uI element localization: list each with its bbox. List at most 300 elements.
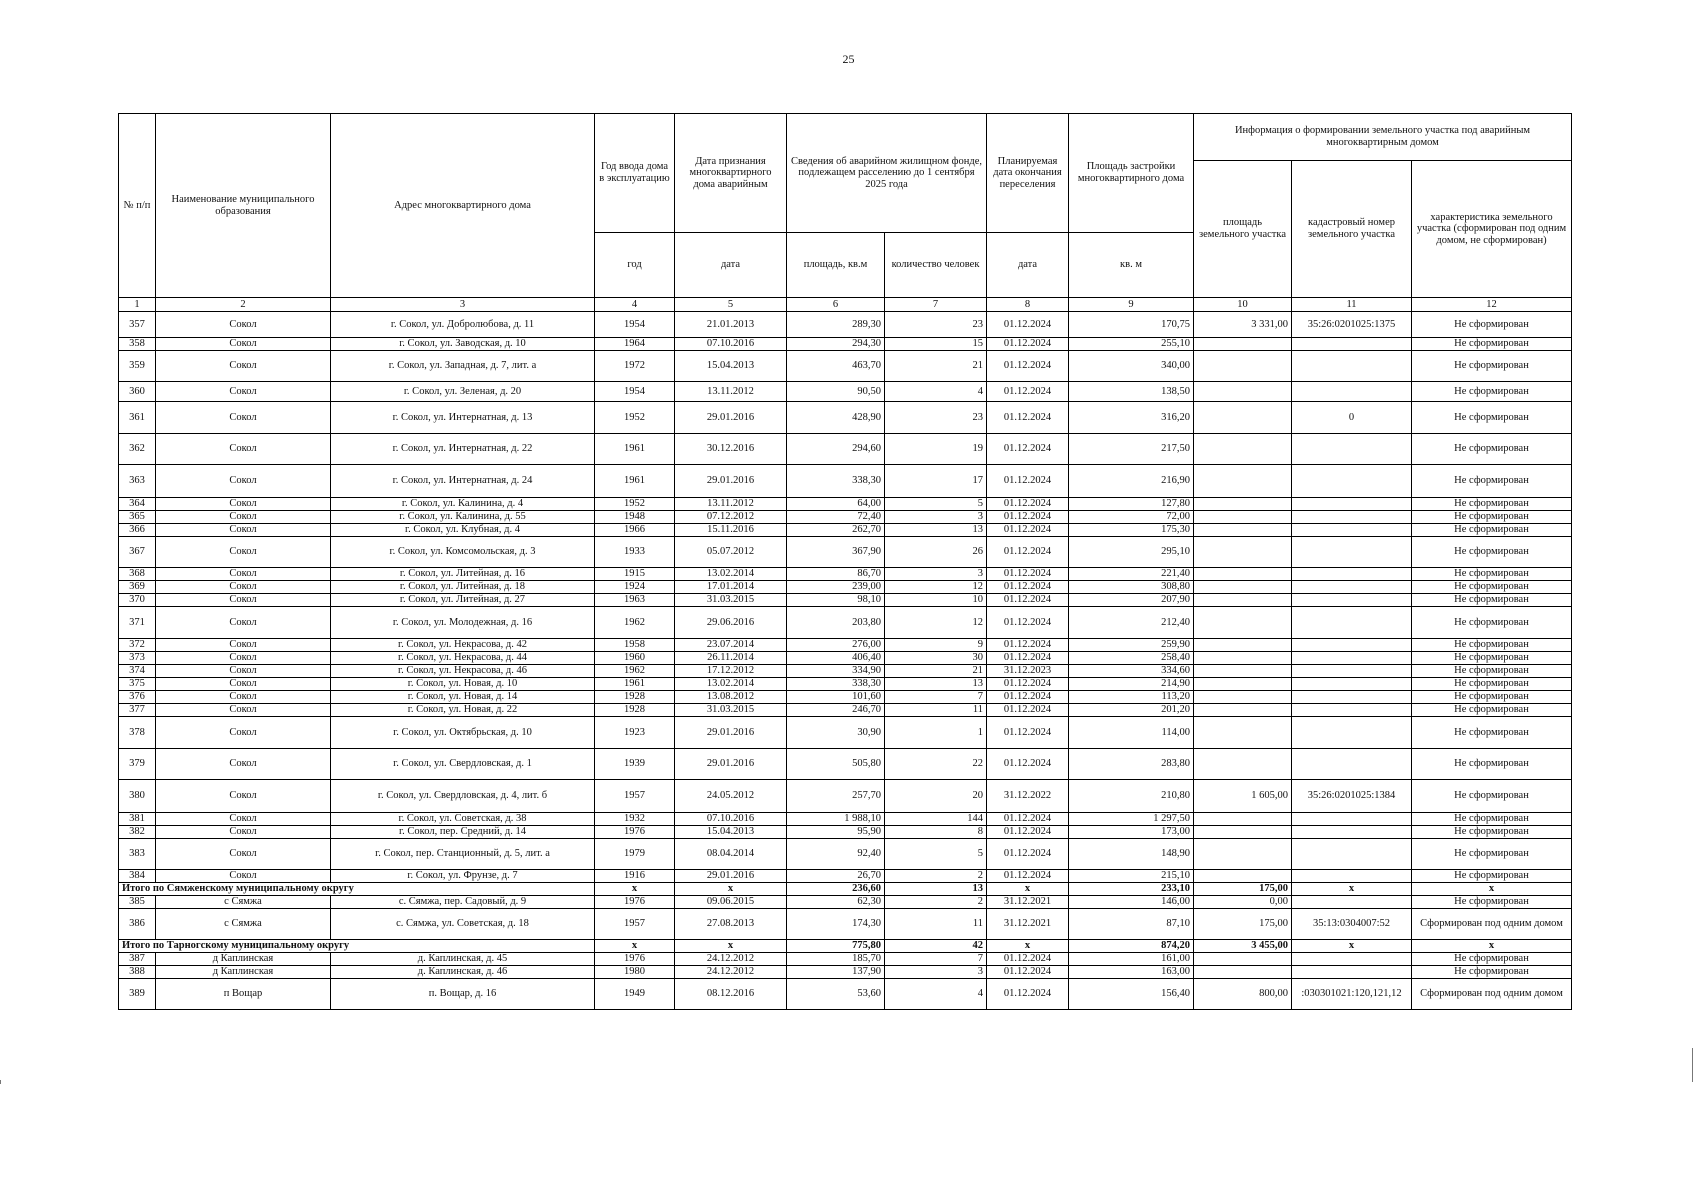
row-number: 373 [119, 652, 156, 665]
cadastral-number [1292, 524, 1412, 537]
emergency-area: 30,90 [787, 717, 885, 749]
commission-year: 1948 [595, 511, 675, 524]
land-area [1194, 665, 1292, 678]
table-row [119, 607, 1572, 639]
land-area [1194, 402, 1292, 434]
emergency-area: 92,40 [787, 839, 885, 870]
emergency-date: 26.11.2014 [675, 652, 787, 665]
emergency-date: 08.04.2014 [675, 839, 787, 870]
subtotal-cadastral-number: x [1292, 940, 1412, 953]
table-row [119, 465, 1572, 498]
commission-year: 1933 [595, 537, 675, 568]
commission-year: 1961 [595, 678, 675, 691]
table-row [119, 581, 1572, 594]
house-address: г. Сокол, ул. Советская, д. 38 [331, 813, 595, 826]
land-status: Не сформирован [1412, 813, 1572, 826]
planned-date: 01.12.2024 [987, 717, 1069, 749]
emergency-area: 294,30 [787, 338, 885, 351]
house-address: г. Сокол, ул. Литейная, д. 27 [331, 594, 595, 607]
emergency-area: 463,70 [787, 351, 885, 382]
municipality-name: Сокол [156, 581, 331, 594]
row-number: 385 [119, 896, 156, 909]
table-row [119, 524, 1572, 537]
land-status: Не сформирован [1412, 717, 1572, 749]
cadastral-number: 0 [1292, 402, 1412, 434]
commission-year: 1916 [595, 870, 675, 883]
table-row [119, 678, 1572, 691]
commission-year: 1954 [595, 382, 675, 402]
emergency-area: 64,00 [787, 498, 885, 511]
table-body [119, 312, 1572, 1010]
land-area [1194, 678, 1292, 691]
planned-date: 01.12.2024 [987, 652, 1069, 665]
table-row [119, 568, 1572, 581]
house-address: г. Сокол, ул. Западная, д. 7, лит. а [331, 351, 595, 382]
row-number: 388 [119, 966, 156, 979]
subheader-area: площадь, кв.м [787, 233, 885, 298]
commission-year: 1952 [595, 498, 675, 511]
table-row [119, 639, 1572, 652]
emergency-area: 505,80 [787, 749, 885, 780]
resident-count: 2 [885, 870, 987, 883]
emergency-date: 23.07.2014 [675, 639, 787, 652]
cadastral-number [1292, 704, 1412, 717]
emergency-area: 137,90 [787, 966, 885, 979]
house-address: г. Сокол, ул. Новая, д. 10 [331, 678, 595, 691]
cadastral-number [1292, 652, 1412, 665]
land-area [1194, 434, 1292, 465]
building-area: 114,00 [1069, 717, 1194, 749]
planned-date: 31.12.2023 [987, 665, 1069, 678]
municipality-name: Сокол [156, 607, 331, 639]
land-area [1194, 382, 1292, 402]
emergency-area: 203,80 [787, 607, 885, 639]
land-status: Не сформирован [1412, 511, 1572, 524]
cadastral-number [1292, 351, 1412, 382]
municipality-name: Сокол [156, 665, 331, 678]
commission-year: 1962 [595, 665, 675, 678]
house-address: г. Сокол, ул. Заводская, д. 10 [331, 338, 595, 351]
subtotal-emergency-date: x [675, 940, 787, 953]
table-row [119, 953, 1572, 966]
emergency-date: 21.01.2013 [675, 312, 787, 338]
emergency-date: 29.01.2016 [675, 717, 787, 749]
house-address: г. Сокол, ул. Добролюбова, д. 11 [331, 312, 595, 338]
subtotal-commission-year: x [595, 940, 675, 953]
emergency-area: 334,90 [787, 665, 885, 678]
cadastral-number [1292, 826, 1412, 839]
municipality-name: с Сямжа [156, 896, 331, 909]
land-area [1194, 465, 1292, 498]
resident-count: 13 [885, 678, 987, 691]
commission-year: 1952 [595, 402, 675, 434]
commission-year: 1961 [595, 465, 675, 498]
header-municipality: Наименование муниципального образования [156, 114, 331, 298]
land-status: Не сформирован [1412, 826, 1572, 839]
cadastral-number [1292, 607, 1412, 639]
subheader-date: дата [675, 233, 787, 298]
municipality-name: Сокол [156, 780, 331, 813]
row-number: 357 [119, 312, 156, 338]
table-row [119, 870, 1572, 883]
commission-year: 1961 [595, 434, 675, 465]
building-area: 163,00 [1069, 966, 1194, 979]
land-area: 3 331,00 [1194, 312, 1292, 338]
resident-count: 4 [885, 979, 987, 1010]
municipality-name: Сокол [156, 338, 331, 351]
land-status: Не сформирован [1412, 382, 1572, 402]
planned-date: 01.12.2024 [987, 749, 1069, 780]
municipality-name: Сокол [156, 594, 331, 607]
house-address: г. Сокол, ул. Новая, д. 22 [331, 704, 595, 717]
house-address: г. Сокол, ул. Свердловская, д. 4, лит. б [331, 780, 595, 813]
commission-year: 1976 [595, 953, 675, 966]
land-area [1194, 717, 1292, 749]
cadastral-number [1292, 338, 1412, 351]
row-number: 383 [119, 839, 156, 870]
row-number: 371 [119, 607, 156, 639]
resident-count: 5 [885, 498, 987, 511]
planned-date: 01.12.2024 [987, 382, 1069, 402]
column-number: 12 [1412, 298, 1572, 312]
emergency-date: 24.05.2012 [675, 780, 787, 813]
subtotal-cadastral-number: x [1292, 883, 1412, 896]
municipality-name: Сокол [156, 434, 331, 465]
emergency-date: 15.04.2013 [675, 826, 787, 839]
cadastral-number [1292, 382, 1412, 402]
land-status: Не сформирован [1412, 870, 1572, 883]
resident-count: 20 [885, 780, 987, 813]
house-address: г. Сокол, пер. Средний, д. 14 [331, 826, 595, 839]
land-status: Не сформирован [1412, 312, 1572, 338]
building-area: 201,20 [1069, 704, 1194, 717]
planned-date: 01.12.2024 [987, 312, 1069, 338]
building-area: 1 297,50 [1069, 813, 1194, 826]
emergency-date: 07.10.2016 [675, 813, 787, 826]
resident-count: 2 [885, 896, 987, 909]
emergency-date: 15.11.2016 [675, 524, 787, 537]
commission-year: 1972 [595, 351, 675, 382]
municipality-name: Сокол [156, 826, 331, 839]
subheader-year: год [595, 233, 675, 298]
cadastral-number [1292, 568, 1412, 581]
subheader-people: количество человек [885, 233, 987, 298]
municipality-name: Сокол [156, 511, 331, 524]
header-planned-date: Планируемая дата окончания переселения [987, 114, 1069, 233]
subtotal-planned-date: x [987, 883, 1069, 896]
table-row [119, 813, 1572, 826]
municipality-name: Сокол [156, 568, 331, 581]
land-status: Не сформирован [1412, 465, 1572, 498]
subtotal-label: Итого по Сямженскому муниципальному округу [119, 883, 595, 896]
row-number: 382 [119, 826, 156, 839]
cadastral-number [1292, 870, 1412, 883]
commission-year: 1976 [595, 826, 675, 839]
emergency-area: 338,30 [787, 465, 885, 498]
resident-count: 11 [885, 909, 987, 940]
scan-edge-mark-right [1692, 1048, 1693, 1082]
table-row [119, 594, 1572, 607]
emergency-date: 31.03.2015 [675, 594, 787, 607]
table-row [119, 434, 1572, 465]
resident-count: 19 [885, 434, 987, 465]
emergency-date: 31.03.2015 [675, 704, 787, 717]
row-number: 379 [119, 749, 156, 780]
subtotal-resident-count: 13 [885, 883, 987, 896]
row-number: 368 [119, 568, 156, 581]
building-area: 210,80 [1069, 780, 1194, 813]
cadastral-number [1292, 678, 1412, 691]
house-address: г. Сокол, ул. Некрасова, д. 44 [331, 652, 595, 665]
commission-year: 1979 [595, 839, 675, 870]
row-number: 389 [119, 979, 156, 1010]
emergency-date: 13.08.2012 [675, 691, 787, 704]
planned-date: 01.12.2024 [987, 434, 1069, 465]
land-area [1194, 813, 1292, 826]
planned-date: 01.12.2024 [987, 839, 1069, 870]
resident-count: 7 [885, 691, 987, 704]
subtotal-emergency-area: 236,60 [787, 883, 885, 896]
land-status: Не сформирован [1412, 594, 1572, 607]
building-area: 258,40 [1069, 652, 1194, 665]
emergency-area: 289,30 [787, 312, 885, 338]
planned-date: 31.12.2021 [987, 896, 1069, 909]
cadastral-number: :030301021:120,121,12 [1292, 979, 1412, 1010]
row-number: 366 [119, 524, 156, 537]
land-status: Сформирован под одним домом [1412, 909, 1572, 940]
row-number: 358 [119, 338, 156, 351]
row-number: 363 [119, 465, 156, 498]
header-num: № п/п [119, 114, 156, 298]
emergency-date: 08.12.2016 [675, 979, 787, 1010]
resident-count: 3 [885, 568, 987, 581]
municipality-name: Сокол [156, 524, 331, 537]
commission-year: 1915 [595, 568, 675, 581]
resident-count: 3 [885, 966, 987, 979]
building-area: 146,00 [1069, 896, 1194, 909]
municipality-name: Сокол [156, 402, 331, 434]
municipality-name: Сокол [156, 639, 331, 652]
table-row [119, 839, 1572, 870]
column-number: 4 [595, 298, 675, 312]
table-row [119, 652, 1572, 665]
municipality-name: Сокол [156, 652, 331, 665]
land-status: Не сформирован [1412, 581, 1572, 594]
emergency-housing-table [118, 113, 1572, 1010]
row-number: 359 [119, 351, 156, 382]
commission-year: 1932 [595, 813, 675, 826]
planned-date: 01.12.2024 [987, 537, 1069, 568]
emergency-date: 30.12.2016 [675, 434, 787, 465]
subtotal-land-area: 3 455,00 [1194, 940, 1292, 953]
municipality-name: д Каплинская [156, 953, 331, 966]
municipality-name: Сокол [156, 717, 331, 749]
table-row [119, 826, 1572, 839]
header-cadastral-number: кадастровый номер земельного участка [1292, 161, 1412, 298]
header-building-area: Площадь застройки многоквартирного дома [1069, 114, 1194, 233]
emergency-area: 101,60 [787, 691, 885, 704]
resident-count: 12 [885, 581, 987, 594]
commission-year: 1963 [595, 594, 675, 607]
house-address: с. Сямжа, пер. Садовый, д. 9 [331, 896, 595, 909]
emergency-area: 72,40 [787, 511, 885, 524]
row-number: 362 [119, 434, 156, 465]
municipality-name: Сокол [156, 498, 331, 511]
subtotal-label: Итого по Тарногскому муниципальному округу [119, 940, 595, 953]
land-status: Не сформирован [1412, 953, 1572, 966]
emergency-area: 53,60 [787, 979, 885, 1010]
land-status: Не сформирован [1412, 966, 1572, 979]
resident-count: 4 [885, 382, 987, 402]
house-address: г. Сокол, ул. Фрунзе, д. 7 [331, 870, 595, 883]
municipality-name: д Каплинская [156, 966, 331, 979]
building-area: 138,50 [1069, 382, 1194, 402]
building-area: 173,00 [1069, 826, 1194, 839]
subtotal-emergency-date: x [675, 883, 787, 896]
cadastral-number [1292, 498, 1412, 511]
row-number: 387 [119, 953, 156, 966]
commission-year: 1958 [595, 639, 675, 652]
land-area [1194, 870, 1292, 883]
house-address: д. Каплинская, д. 46 [331, 966, 595, 979]
subtotal-land-area: 175,00 [1194, 883, 1292, 896]
resident-count: 10 [885, 594, 987, 607]
emergency-area: 26,70 [787, 870, 885, 883]
municipality-name: с Сямжа [156, 909, 331, 940]
building-area: 215,10 [1069, 870, 1194, 883]
commission-year: 1976 [595, 896, 675, 909]
planned-date: 01.12.2024 [987, 826, 1069, 839]
commission-year: 1939 [595, 749, 675, 780]
table-row [119, 511, 1572, 524]
row-number: 370 [119, 594, 156, 607]
table-row [119, 749, 1572, 780]
land-area: 0,00 [1194, 896, 1292, 909]
table-row [119, 704, 1572, 717]
emergency-area: 185,70 [787, 953, 885, 966]
row-number: 381 [119, 813, 156, 826]
planned-date: 01.12.2024 [987, 568, 1069, 581]
planned-date: 01.12.2024 [987, 594, 1069, 607]
row-number: 376 [119, 691, 156, 704]
land-status: Не сформирован [1412, 568, 1572, 581]
municipality-name: Сокол [156, 537, 331, 568]
header-year: Год ввода дома в эксплуатацию [595, 114, 675, 233]
column-number: 8 [987, 298, 1069, 312]
planned-date: 31.12.2022 [987, 780, 1069, 813]
building-area: 175,30 [1069, 524, 1194, 537]
header-address: Адрес многоквартирного дома [331, 114, 595, 298]
building-area: 216,90 [1069, 465, 1194, 498]
land-area [1194, 839, 1292, 870]
land-status: Не сформирован [1412, 678, 1572, 691]
land-status: Не сформирован [1412, 351, 1572, 382]
building-area: 259,90 [1069, 639, 1194, 652]
emergency-date: 17.12.2012 [675, 665, 787, 678]
building-area: 212,40 [1069, 607, 1194, 639]
row-number: 384 [119, 870, 156, 883]
building-area: 283,80 [1069, 749, 1194, 780]
land-area: 175,00 [1194, 909, 1292, 940]
land-area [1194, 537, 1292, 568]
table-row [119, 338, 1572, 351]
planned-date: 01.12.2024 [987, 979, 1069, 1010]
resident-count: 26 [885, 537, 987, 568]
row-number: 367 [119, 537, 156, 568]
emergency-date: 15.04.2013 [675, 351, 787, 382]
table-row [119, 665, 1572, 678]
row-number: 361 [119, 402, 156, 434]
emergency-area: 406,40 [787, 652, 885, 665]
column-number: 5 [675, 298, 787, 312]
resident-count: 12 [885, 607, 987, 639]
commission-year: 1923 [595, 717, 675, 749]
column-number: 2 [156, 298, 331, 312]
resident-count: 15 [885, 338, 987, 351]
planned-date: 01.12.2024 [987, 953, 1069, 966]
building-area: 72,00 [1069, 511, 1194, 524]
row-number: 380 [119, 780, 156, 813]
planned-date: 01.12.2024 [987, 581, 1069, 594]
row-number: 377 [119, 704, 156, 717]
building-area: 161,00 [1069, 953, 1194, 966]
planned-date: 01.12.2024 [987, 498, 1069, 511]
land-status: Не сформирован [1412, 434, 1572, 465]
commission-year: 1980 [595, 966, 675, 979]
emergency-date: 29.01.2016 [675, 749, 787, 780]
land-area [1194, 749, 1292, 780]
house-address: г. Сокол, ул. Новая, д. 14 [331, 691, 595, 704]
house-address: г. Сокол, ул. Молодежная, д. 16 [331, 607, 595, 639]
cadastral-number [1292, 813, 1412, 826]
table-row [119, 780, 1572, 813]
resident-count: 23 [885, 402, 987, 434]
subtotal-land-status: x [1412, 883, 1572, 896]
emergency-area: 276,00 [787, 639, 885, 652]
house-address: г. Сокол, ул. Некрасова, д. 46 [331, 665, 595, 678]
land-status: Не сформирован [1412, 652, 1572, 665]
planned-date: 01.12.2024 [987, 704, 1069, 717]
emergency-area: 239,00 [787, 581, 885, 594]
land-area [1194, 826, 1292, 839]
emergency-date: 07.12.2012 [675, 511, 787, 524]
emergency-date: 13.11.2012 [675, 498, 787, 511]
cadastral-number [1292, 839, 1412, 870]
land-area [1194, 607, 1292, 639]
planned-date: 01.12.2024 [987, 639, 1069, 652]
land-status: Не сформирован [1412, 639, 1572, 652]
land-area [1194, 351, 1292, 382]
cadastral-number [1292, 966, 1412, 979]
resident-count: 30 [885, 652, 987, 665]
municipality-name: Сокол [156, 749, 331, 780]
subheader-building-sqm: кв. м [1069, 233, 1194, 298]
column-number: 7 [885, 298, 987, 312]
emergency-area: 367,90 [787, 537, 885, 568]
planned-date: 01.12.2024 [987, 338, 1069, 351]
building-area: 334,60 [1069, 665, 1194, 678]
planned-date: 01.12.2024 [987, 465, 1069, 498]
column-number-row [119, 298, 1572, 312]
subtotal-planned-date: x [987, 940, 1069, 953]
land-status: Не сформирован [1412, 780, 1572, 813]
row-number: 360 [119, 382, 156, 402]
emergency-area: 86,70 [787, 568, 885, 581]
land-status: Не сформирован [1412, 402, 1572, 434]
emergency-date: 07.10.2016 [675, 338, 787, 351]
cadastral-number [1292, 639, 1412, 652]
land-area [1194, 953, 1292, 966]
